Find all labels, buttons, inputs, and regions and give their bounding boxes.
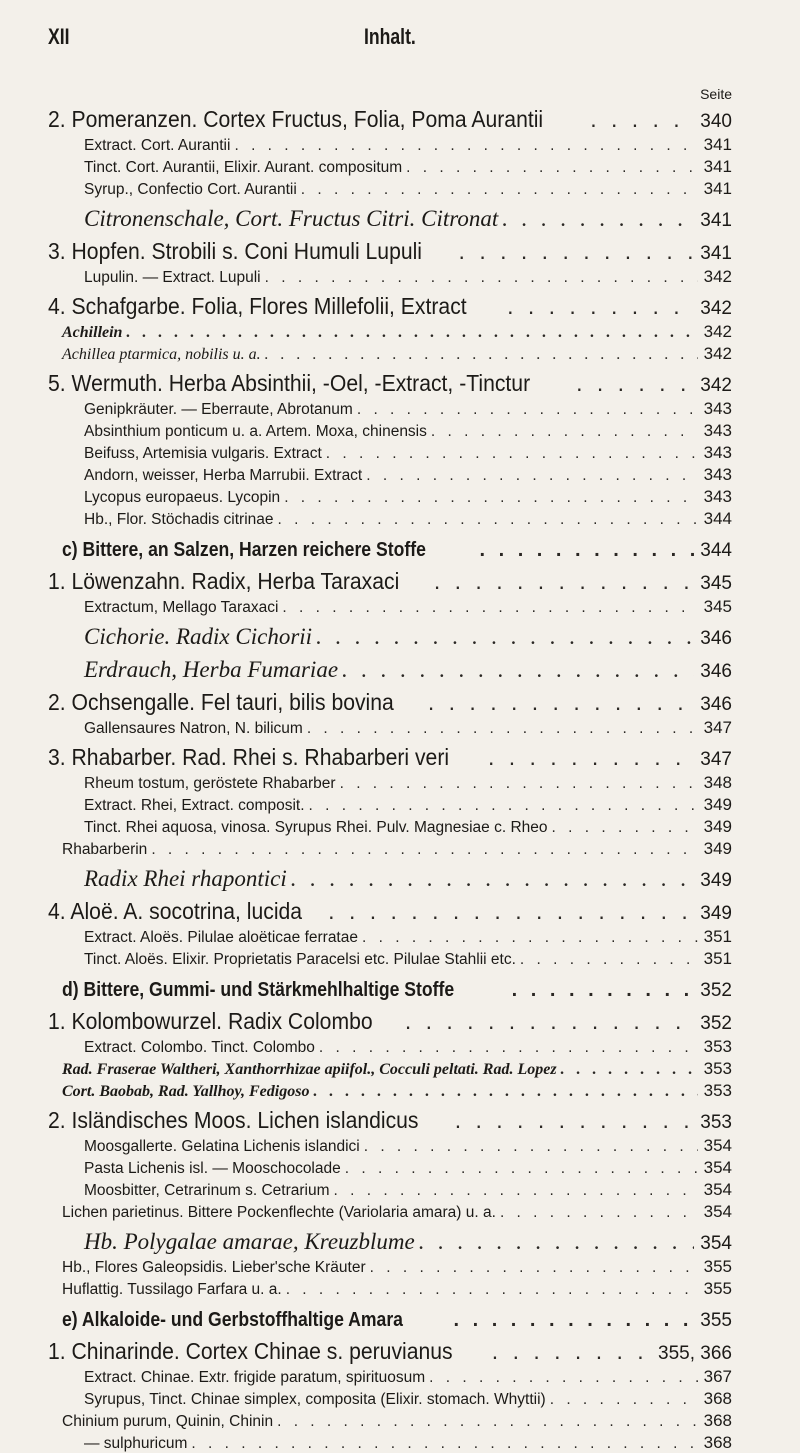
dot-leader	[475, 539, 694, 562]
toc-entry	[0, 265, 800, 287]
dot-leader	[324, 898, 694, 925]
toc-entry-text: Erdrauch, Herba Fumariae	[84, 657, 339, 682]
toc-entry-text: Lycopus europaeus. Lycopin	[84, 489, 281, 506]
toc-entry	[0, 100, 800, 133]
dot-leader	[366, 1259, 698, 1277]
toc-entry	[0, 738, 800, 771]
toc-entry-page: 355	[703, 1279, 732, 1298]
toc-entry-text: e) Alkaloide- und Gerbstoffhaltige Amara	[62, 1309, 403, 1331]
toc-entry-page: 349	[700, 870, 732, 891]
toc-entry-text: Lupulin. — Extract. Lupuli	[84, 269, 261, 286]
toc-entry	[0, 342, 800, 364]
toc-entry-page: 351	[703, 949, 732, 968]
dot-leader	[548, 819, 698, 837]
toc-entry-text: Tinct. Aloës. Elixir. Proprietatis Paracelsi etc. Pilulae Stahlii etc.	[84, 951, 516, 968]
dot-leader	[287, 866, 695, 892]
toc-entry-text: 2. Pomeranzen. Cortex Fructus, Folia, Poma Aurantii	[48, 106, 544, 132]
toc-entry-text: 4. Schafgarbe. Folia, Flores Millefolii, Extract	[48, 293, 467, 319]
toc-entry-text: Cichorie. Radix Cichorii	[84, 624, 313, 649]
dot-leader	[274, 511, 698, 529]
dot-leader	[147, 841, 697, 859]
toc-entry-text: Andorn, weisser, Herba Marrubii. Extract	[84, 467, 363, 484]
toc-entry-text: Extractum, Mellago Taraxaci	[84, 599, 279, 616]
toc-entry-page: 345	[703, 597, 732, 616]
toc-entry-text: c) Bittere, an Salzen, Harzen reichere Stoffe	[62, 539, 426, 561]
page-column-label: Seite	[700, 86, 732, 102]
toc-entry	[0, 595, 800, 617]
toc-entry-page: 349	[700, 903, 732, 924]
dot-leader	[273, 1413, 698, 1431]
toc-entry-text: Hb., Flor. Stöchadis citrinae	[84, 511, 274, 528]
toc-entry	[0, 1222, 800, 1255]
toc-entry-page: 368	[703, 1433, 732, 1452]
dot-leader	[330, 1182, 698, 1200]
toc-entry-page: 344	[700, 540, 732, 561]
toc-entry	[0, 177, 800, 199]
toc-entry-page: 343	[703, 443, 732, 462]
dot-leader	[309, 1083, 697, 1101]
toc-entry	[0, 133, 800, 155]
toc-entry	[0, 650, 800, 683]
toc-entry-page: 342	[700, 298, 732, 319]
toc-entry-text: 5. Wermuth. Herba Absinthii, -Oel, -Extract, -Tinctur	[48, 370, 531, 396]
toc-entry-text: d) Bittere, Gummi- und Stärkmehlhaltige Stoffe	[62, 979, 455, 1001]
toc-entry-text: Citronenschale, Cort. Fructus Citri. Citronat	[84, 206, 499, 231]
toc-entry	[0, 947, 800, 969]
toc-entry	[0, 969, 800, 1002]
toc-entry	[0, 617, 800, 650]
toc-entry	[0, 1255, 800, 1277]
toc-entry-page: 346	[700, 628, 732, 649]
toc-entry-page: 368	[703, 1389, 732, 1408]
toc-entry-page: 349	[703, 817, 732, 836]
toc-entry	[0, 1002, 800, 1035]
toc-entry-page: 355	[700, 1310, 732, 1331]
page-header	[0, 0, 800, 64]
toc-entry	[0, 562, 800, 595]
toc-entry-page: 349	[703, 795, 732, 814]
toc-entry-page: 342	[703, 344, 732, 363]
dot-leader	[338, 657, 694, 683]
dot-leader	[278, 599, 697, 617]
toc-entry	[0, 1299, 800, 1332]
toc-entry-page: 354	[703, 1136, 732, 1155]
toc-entry-page: 349	[703, 839, 732, 858]
dot-leader	[187, 1435, 697, 1453]
toc-entry-text: Pasta Lichenis isl. — Mooschocolade	[84, 1160, 341, 1177]
dot-leader	[488, 1338, 652, 1365]
dot-leader	[322, 445, 698, 463]
toc-entry-text: Moosgallerte. Gelatina Lichenis islandici	[84, 1138, 360, 1155]
dot-leader	[401, 1008, 694, 1035]
toc-entry	[0, 837, 800, 859]
toc-entry-text: Achillein	[62, 324, 123, 341]
toc-entry-page: 352	[700, 980, 732, 1001]
toc-entry	[0, 1387, 800, 1409]
toc-entry	[0, 287, 800, 320]
toc-entry-page: 354	[703, 1202, 732, 1221]
toc-entry-text: Tinct. Rhei aquosa, vinosa. Syrupus Rhei. Pulv. Magnesiae c. Rheo	[84, 819, 548, 836]
toc-entry	[0, 199, 800, 232]
toc-entry-page: 343	[703, 421, 732, 440]
toc-entry-text: 3. Rhabarber. Rad. Rhei s. Rhabarberi veri	[48, 744, 450, 770]
dot-leader	[430, 568, 694, 595]
dot-leader	[557, 1061, 698, 1079]
dot-leader	[261, 269, 698, 287]
toc-entry-text: Extract. Chinae. Extr. frigide paratum, spirituosum	[84, 1369, 426, 1386]
dot-leader	[303, 720, 698, 738]
toc-entry-page: 368	[703, 1411, 732, 1430]
toc-entry-text: Hb., Flores Galeopsidis. Lieber'sche Kräuter	[62, 1259, 366, 1276]
dot-leader	[484, 744, 694, 771]
toc-entry-text: Beifuss, Artemisia vulgaris. Extract	[84, 445, 322, 462]
toc-entry	[0, 1277, 800, 1299]
toc-entry-page: 355	[703, 1257, 732, 1276]
dot-leader	[424, 689, 694, 716]
toc-entry-page: 341	[703, 135, 732, 154]
toc-entry-page: 354	[703, 1158, 732, 1177]
toc-entry-page: 346	[700, 661, 732, 682]
toc-entry	[0, 419, 800, 441]
dot-leader	[425, 1369, 697, 1387]
toc-entry-page: 343	[703, 399, 732, 418]
toc-entry	[0, 397, 800, 419]
toc-entry-text: Tinct. Cort. Aurantii, Elixir. Aurant. compositum	[84, 159, 403, 176]
toc-entry-text: 4. Aloë. A. socotrina, lucida	[48, 898, 303, 924]
toc-entry	[0, 1332, 800, 1365]
toc-entry	[0, 441, 800, 463]
toc-entry-page: 353	[703, 1081, 732, 1100]
toc-entry-page: 341	[700, 243, 732, 264]
toc-entry-page: 347	[700, 749, 732, 770]
toc-entry-text: Gallensaures Natron, N. bilicum	[84, 720, 303, 737]
toc-entry-page: 342	[703, 267, 732, 286]
dot-leader	[341, 1160, 698, 1178]
toc-entry	[0, 1035, 800, 1057]
toc-entry-text: Extract. Cort. Aurantii	[84, 137, 231, 154]
dot-leader	[503, 293, 694, 320]
toc-entry	[0, 507, 800, 529]
toc-entry	[0, 859, 800, 892]
toc-entry-text: 1. Chinarinde. Cortex Chinae s. peruvianus	[48, 1338, 453, 1364]
toc-entry-text: Genipkräuter. — Eberraute, Abrotanum	[84, 401, 353, 418]
dot-leader	[360, 1138, 698, 1156]
toc-entry	[0, 1365, 800, 1387]
toc-entry	[0, 771, 800, 793]
running-title: Inhalt.	[364, 24, 416, 49]
toc-entry-page: 343	[703, 465, 732, 484]
dot-leader	[498, 206, 694, 232]
dot-leader	[297, 181, 698, 199]
toc-entry	[0, 793, 800, 815]
toc-entry	[0, 815, 800, 837]
toc-entry-page: 347	[703, 718, 732, 737]
toc-entry-text: 2. Isländisches Moos. Lichen islandicus	[48, 1107, 419, 1133]
toc-entry-page: 355, 366	[658, 1343, 732, 1364]
toc-entry-text: Extract. Colombo. Tinct. Colombo	[84, 1039, 315, 1056]
toc-entry-text: Radix Rhei rhapontici	[84, 866, 287, 891]
dot-leader	[572, 370, 694, 397]
toc-entry	[0, 529, 800, 562]
toc-entry-text: 3. Hopfen. Strobili s. Coni Humuli Lupuli	[48, 238, 423, 264]
toc-entry-text: Rad. Fraserae Waltheri, Xanthorrhizae apiifol., Cocculi peltati. Rad. Lopez	[62, 1061, 557, 1078]
dot-leader	[455, 238, 695, 265]
toc-entry-page: 351	[703, 927, 732, 946]
toc-entry	[0, 364, 800, 397]
toc-entry-text: Moosbitter, Cetrarinum s. Cetrarium	[84, 1182, 330, 1199]
toc-entry-page: 340	[700, 111, 732, 132]
toc-entry	[0, 1057, 800, 1079]
toc-entry-page: 341	[703, 179, 732, 198]
toc-entry-text: 2. Ochsengalle. Fel tauri, bilis bovina	[48, 689, 394, 715]
toc-entry	[0, 1156, 800, 1178]
toc-entry-page: 354	[703, 1180, 732, 1199]
dot-leader	[312, 624, 694, 650]
dot-leader	[451, 1107, 695, 1134]
toc-entry-text: 1. Löwenzahn. Radix, Herba Taraxaci	[48, 568, 400, 594]
toc-entry	[0, 1178, 800, 1200]
dot-leader	[427, 423, 698, 441]
toc-entry-text: Rheum tostum, geröstete Rhabarber	[84, 775, 336, 792]
toc-entry	[0, 1431, 800, 1453]
dot-leader	[353, 401, 698, 419]
toc-entry	[0, 1409, 800, 1431]
toc-entry-text: Rhabarberin	[62, 841, 148, 858]
toc-entry	[0, 892, 800, 925]
toc-entry	[0, 1200, 800, 1222]
toc-entry	[0, 232, 800, 265]
toc-entry	[0, 716, 800, 738]
toc-entry-page: 345	[700, 573, 732, 594]
dot-leader	[516, 951, 698, 969]
toc-entry	[0, 463, 800, 485]
toc-entry-text: Extract. Rhei, Extract. composit.	[84, 797, 305, 814]
toc-entry-page: 367	[703, 1367, 732, 1386]
toc-entry	[0, 683, 800, 716]
toc-entry-text: Hb. Polygalae amarae, Kreuzblume	[84, 1229, 415, 1254]
toc-entry	[0, 925, 800, 947]
toc-entry-page: 341	[703, 157, 732, 176]
toc-entry	[0, 1079, 800, 1101]
toc-entry-page: 346	[700, 694, 732, 715]
toc-entry	[0, 485, 800, 507]
toc-entry-page: 348	[703, 773, 732, 792]
toc-entry	[0, 1134, 800, 1156]
toc-entry-page: 353	[703, 1059, 732, 1078]
toc-entry-text: Extract. Aloës. Pilulae aloëticae ferratae	[84, 929, 358, 946]
dot-leader	[122, 324, 697, 342]
toc-entry-text: — sulphuricum	[84, 1435, 188, 1452]
table-of-contents	[0, 100, 800, 1453]
toc-entry-page: 344	[703, 509, 732, 528]
toc-entry-text: Cort. Baobab, Rad. Yallhoy, Fedigoso	[62, 1083, 310, 1100]
dot-leader	[282, 1281, 698, 1299]
toc-entry	[0, 155, 800, 177]
dot-leader	[546, 1391, 698, 1409]
dot-leader	[402, 159, 697, 177]
toc-entry-page: 341	[700, 210, 732, 231]
dot-leader	[358, 929, 698, 947]
toc-entry-text: Absinthium ponticum u. a. Artem. Moxa, chinensis	[84, 423, 427, 440]
toc-entry-page: 353	[700, 1112, 732, 1133]
toc-entry-text: Achillea ptarmica, nobilis u. a.	[62, 346, 261, 363]
toc-entry-page: 342	[703, 322, 732, 341]
toc-entry-page: 342	[700, 375, 732, 396]
dot-leader	[305, 797, 698, 815]
dot-leader	[261, 346, 698, 364]
dot-leader	[336, 775, 698, 793]
dot-leader	[496, 1204, 698, 1222]
toc-entry-page: 353	[703, 1037, 732, 1056]
toc-entry	[0, 320, 800, 342]
toc-entry-text: Syrup., Confectio Cort. Aurantii	[84, 181, 297, 198]
dot-leader	[315, 1039, 698, 1057]
toc-entry-text: Lichen parietinus. Bittere Pockenflechte (Variolaria amara) u. a.	[62, 1204, 496, 1221]
toc-entry-page: 352	[700, 1013, 732, 1034]
dot-leader	[280, 489, 697, 507]
toc-entry-page: 354	[700, 1233, 732, 1254]
toc-entry-text: 1. Kolombowurzel. Radix Colombo	[48, 1008, 373, 1034]
dot-leader	[230, 137, 697, 155]
dot-leader	[449, 1309, 694, 1332]
toc-entry-text: Huflattig. Tussilago Farfara u. a.	[62, 1281, 282, 1298]
toc-entry	[0, 1101, 800, 1134]
page-number: XII	[48, 24, 70, 49]
toc-entry-text: Syrupus, Tinct. Chinae simplex, composita (Elixir. stomach. Whyttii)	[84, 1391, 546, 1408]
dot-leader	[415, 1229, 695, 1255]
toc-entry-text: Chinium purum, Quinin, Chinin	[62, 1413, 274, 1430]
toc-entry-page: 343	[703, 487, 732, 506]
dot-leader	[362, 467, 697, 485]
dot-leader	[508, 979, 695, 1002]
dot-leader	[586, 106, 694, 133]
